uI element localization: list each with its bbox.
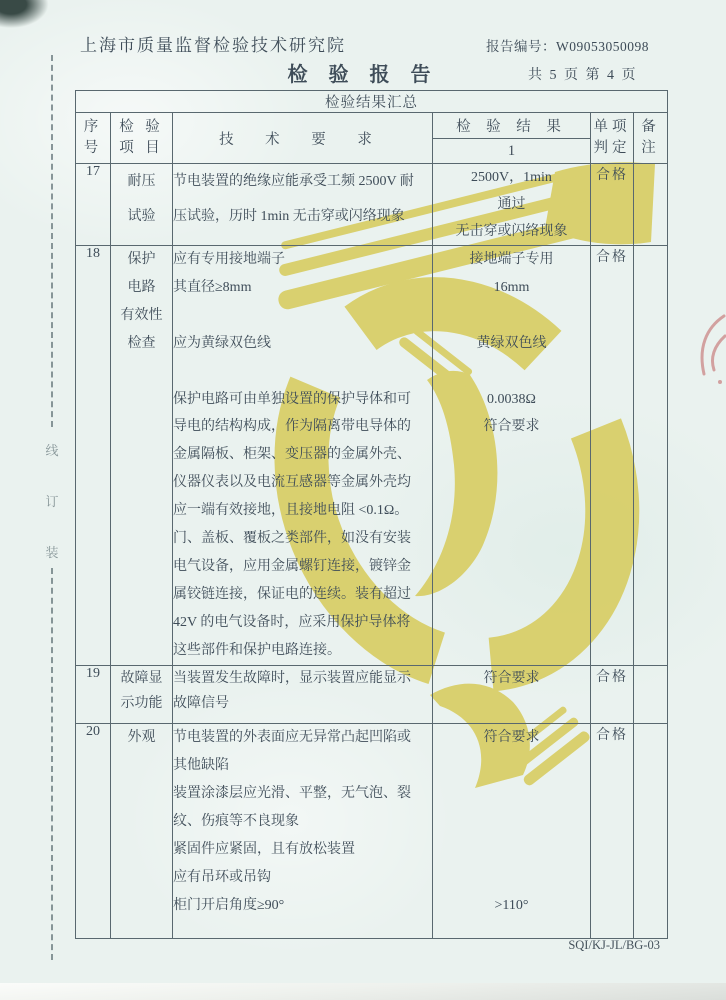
header-item: 检 验 项 目 xyxy=(111,113,173,164)
table-row-18 xyxy=(76,246,668,666)
row-result: 2500V，1min 通过 无击穿或闪络现象 xyxy=(433,164,591,246)
row-item: 故障显 示功能 xyxy=(111,666,173,724)
row-seq: 17 xyxy=(76,164,111,246)
document-code: SQI/KJ-JL/BG-03 xyxy=(568,938,660,952)
row-result: 接地端子专用 16mm 黄绿双色线 0.0038Ω 符合要求 xyxy=(433,246,591,666)
binding-char: 订 xyxy=(45,494,59,509)
header-result-sample-no: 1 xyxy=(433,139,591,164)
row-verdict: 合格 xyxy=(591,164,634,246)
row-result: 符合要求 >110° xyxy=(433,724,591,939)
row-item: 耐压 试验 xyxy=(111,164,173,246)
row-requirement: 节电装置的外表面应无异常凸起凹陷或 其他缺陷 装置涂漆层应光滑、平整，无气泡、裂 纹、伤痕等不良现象 紧固件应紧固，且有放松装置 应有吊环或吊钩 柜门开启角度≥90° xyxy=(173,724,433,939)
header-seq: 序 号 xyxy=(76,113,111,164)
binding-char: 装 xyxy=(45,545,59,560)
page-count: 共 5 页 第 4 页 xyxy=(528,68,638,83)
row-seq: 19 xyxy=(76,666,111,724)
binding-dash-top xyxy=(51,55,53,427)
org-name: 上海市质量监督检验技术研究院 xyxy=(80,36,346,55)
row-requirement: 节电装置的绝缘应能承受工频 2500V 耐 压试验，历时 1min 无击穿或闪络现象 xyxy=(173,164,433,246)
table-caption-row xyxy=(76,91,668,113)
row-seq: 20 xyxy=(76,724,111,939)
row-item: 保护 电路 有效性 检查 xyxy=(111,246,173,666)
header-verdict: 单项 判定 xyxy=(591,113,634,164)
report-title: 检 验 报 告 xyxy=(287,64,439,86)
header-note: 备 注 xyxy=(634,113,668,164)
binding-char: 线 xyxy=(45,443,59,458)
row-item: 外观 xyxy=(111,724,173,939)
table-header-row xyxy=(76,113,668,139)
row-verdict: 合格 xyxy=(591,724,634,939)
row-seq: 18 xyxy=(76,246,111,666)
row-requirement: 当装置发生故障时，显示装置应能显示 故障信号 xyxy=(173,666,433,724)
scan-artifact-top-left xyxy=(0,0,50,29)
scan-artifact-bottom xyxy=(0,983,726,1000)
binding-dash-bottom xyxy=(51,568,53,960)
header-requirement: 技 术 要 求 xyxy=(173,113,433,164)
row-verdict: 合格 xyxy=(591,246,634,666)
report-number: 报告编号：W09053050098 xyxy=(486,39,649,54)
row-note xyxy=(634,246,668,666)
binding-line xyxy=(0,0,70,1000)
row-result: 符合要求 xyxy=(433,666,591,724)
row-note xyxy=(634,164,668,246)
table-row-17 xyxy=(76,164,668,246)
row-note xyxy=(634,666,668,724)
table-caption: 检验结果汇总 xyxy=(76,91,668,113)
results-table xyxy=(75,90,668,939)
header-result: 检 验 结 果 xyxy=(433,113,591,139)
red-stamp-fragment xyxy=(692,308,726,392)
table-row-19 xyxy=(76,666,668,724)
row-verdict: 合格 xyxy=(591,666,634,724)
row-note xyxy=(634,724,668,939)
row-requirement: 应有专用接地端子 其直径≥8mm 应为黄绿双色线 保护电路可由单独设置的保护导体和可 导电的结构构成，作为隔离带电导体的 金属隔板、柜架、变压器的金属外壳、 仪器仪表以及电流互感器等金属外壳均 应一端有效接地，且接地电阻 <0.1Ω。 门、盖板、覆板之类部件，如没有安装 电气设备，应用金属螺钉连接，镀锌金 属铰链连接，保证电的连续。装有超过 42V 的电气设备时，应采用保护导体将 这些部件和保护电路连接。 xyxy=(173,246,433,666)
table-row-20 xyxy=(76,724,668,939)
